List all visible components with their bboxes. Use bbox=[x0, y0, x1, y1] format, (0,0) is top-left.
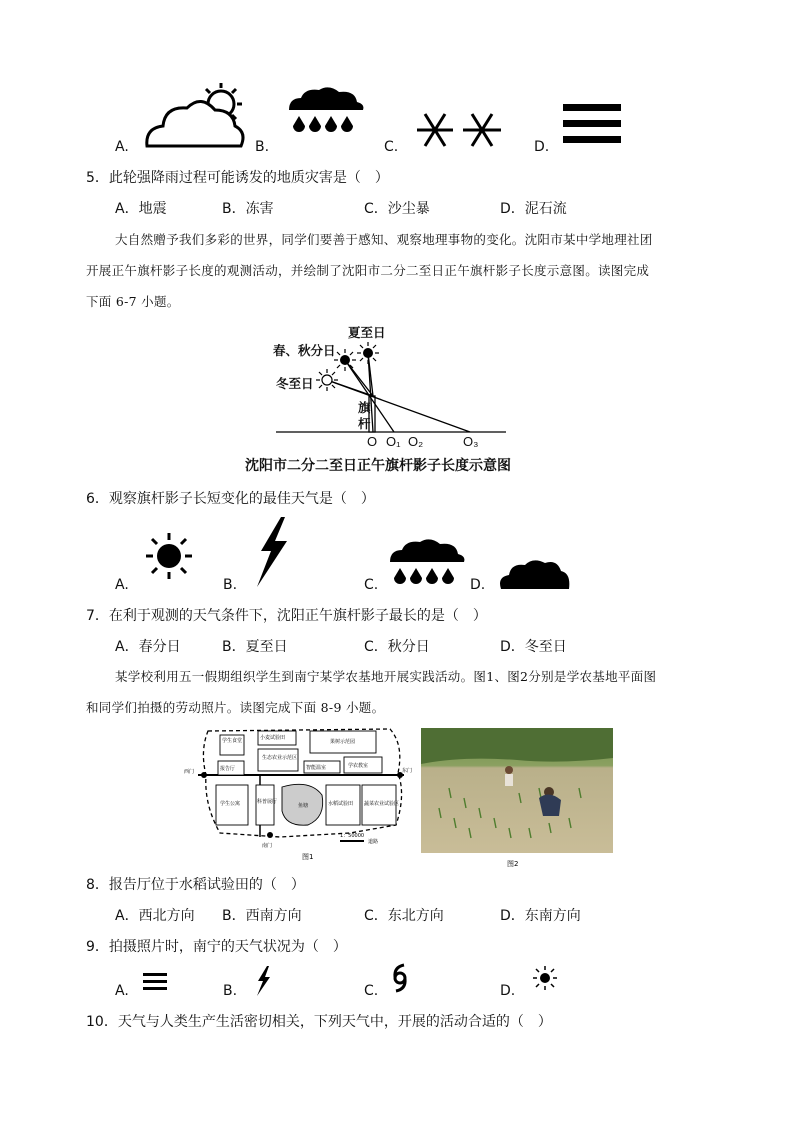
q9-option-b: B. bbox=[223, 983, 238, 999]
heavy-rain-icon bbox=[386, 538, 466, 590]
summer-solstice-label: 夏至日 bbox=[348, 326, 386, 340]
map-label-hall: 报告厅 bbox=[220, 766, 236, 772]
summer-sun-icon bbox=[357, 342, 379, 364]
map-label-west-gate: 西门 bbox=[184, 769, 195, 775]
q8-stem: 8．报告厅位于水稻试验田的（ ） bbox=[86, 877, 305, 893]
q6-option-b: B. bbox=[223, 577, 238, 593]
map-label-greenhouse: 智能温室 bbox=[306, 765, 327, 771]
q5-stem: 5．此轮强降雨过程可能诱发的地质灾害是（ ） bbox=[86, 170, 389, 186]
flagpole-label-2: 杆 bbox=[358, 417, 371, 431]
q6-option-c: C. bbox=[364, 577, 379, 593]
q7-option-c: C．秋分日 bbox=[364, 639, 430, 655]
row1-option-c: C. bbox=[384, 139, 399, 155]
map-label-rice: 水稻试验田 bbox=[328, 801, 354, 807]
row1-option-b: B. bbox=[255, 139, 270, 155]
point-o1: O₁ bbox=[386, 434, 401, 449]
q10-stem: 10．天气与人类生产生活密切相关，下列天气中，开展的活动合适的（ ） bbox=[86, 1014, 552, 1030]
q9-stem: 9．拍摄照片时，南宁的天气状况为（ ） bbox=[86, 939, 347, 955]
q9-option-c: C. bbox=[364, 983, 379, 999]
q5-option-a: A．地震 bbox=[115, 201, 167, 217]
map-label-orchard: 果树示范园 bbox=[330, 739, 356, 745]
q7-option-a: A．春分日 bbox=[115, 639, 181, 655]
q7-option-b: B．夏至日 bbox=[222, 639, 288, 655]
winter-solstice-label: 冬至日 bbox=[276, 377, 314, 391]
equinox-sun-icon bbox=[334, 349, 356, 371]
fog-icon bbox=[563, 102, 621, 146]
sunny-icon bbox=[532, 965, 558, 991]
q7-option-d: D．冬至日 bbox=[500, 639, 567, 655]
point-o3: O₃ bbox=[463, 434, 479, 449]
row1-option-d: D. bbox=[534, 139, 550, 155]
q6-option-a: A. bbox=[115, 577, 129, 593]
q8-option-c: C．东北方向 bbox=[364, 908, 444, 924]
q7-stem: 7．在利于观测的天气条件下，沈阳正午旗杆影子最长的是（ ） bbox=[86, 608, 487, 624]
q8-option-d: D．东南方向 bbox=[500, 908, 581, 924]
map-label-veg: 蔬菜农业试验区 bbox=[364, 801, 400, 807]
passage1-line3: 下面 6-7 小题。 bbox=[86, 294, 180, 309]
row1-option-a: A. bbox=[115, 139, 129, 155]
q9-option-a: A. bbox=[115, 983, 129, 999]
thunder-icon bbox=[251, 517, 291, 587]
map-label-south-gate: 南门 bbox=[262, 843, 273, 849]
figure1-caption: 沈阳市二分二至日正午旗杆影子长度示意图 bbox=[245, 458, 511, 474]
flagpole-label-1: 旗 bbox=[358, 401, 371, 415]
point-o2: O₂ bbox=[408, 434, 424, 449]
map-label-science: 科普展厅 bbox=[257, 799, 278, 805]
equinox-label: 春、秋分日 bbox=[273, 344, 336, 358]
snow-icon bbox=[413, 110, 505, 150]
point-o: O bbox=[367, 434, 378, 449]
q5-option-d: D．泥石流 bbox=[500, 201, 567, 217]
farm-base-map bbox=[184, 725, 413, 861]
heavy-rain-icon bbox=[285, 86, 365, 138]
map-label-dorm: 学生公寓 bbox=[220, 801, 241, 807]
winter-sun-icon bbox=[316, 369, 338, 391]
q8-option-a: A．西北方向 bbox=[115, 908, 195, 924]
q8-option-b: B．西南方向 bbox=[222, 908, 302, 924]
passage1-line1: 大自然赠予我们多彩的世界，同学们要善于感知、观察地理事物的变化。沈阳市某中学地理社团 bbox=[115, 232, 653, 247]
q5-option-b: B．冻害 bbox=[222, 201, 274, 217]
q6-option-d: D. bbox=[470, 577, 486, 593]
thunder-icon bbox=[254, 966, 272, 996]
cloud-sun-icon bbox=[143, 80, 253, 150]
fog-icon bbox=[143, 972, 167, 992]
map-label-scale: 1：50000 bbox=[340, 833, 365, 839]
cloudy-icon bbox=[497, 559, 571, 591]
photo-caption: 图2 bbox=[507, 860, 519, 868]
map-label-eco: 生态农业示范区 bbox=[262, 755, 298, 761]
q5-option-c: C．沙尘暴 bbox=[364, 201, 430, 217]
passage2-line2: 和同学们拍摄的劳动照片。读图完成下面 8-9 小题。 bbox=[86, 700, 385, 715]
map-label-pond: 鱼塘 bbox=[298, 803, 309, 809]
q6-stem: 6．观察旗杆影子长短变化的最佳天气是（ ） bbox=[86, 491, 375, 507]
passage1-line2: 开展正午旗杆影子长度的观测活动，并绘制了沈阳市二分二至日正午旗杆影子长度示意图。读图完成 bbox=[86, 263, 650, 278]
map-label-east-gate: 东门 bbox=[402, 768, 413, 774]
q9-option-d: D. bbox=[500, 983, 516, 999]
map-label-wheat: 小麦试验田 bbox=[260, 735, 286, 741]
map-caption: 图1 bbox=[302, 853, 314, 861]
map-label-road: 道路 bbox=[368, 839, 379, 845]
passage2-line1: 某学校利用五一假期组织学生到南宁某学农基地开展实践活动。图1、图2分别是学农基地平面图 bbox=[115, 669, 657, 684]
field-work-photo bbox=[421, 728, 613, 868]
map-label-canteen: 学生食堂 bbox=[222, 738, 243, 744]
map-label-classroom: 学农教室 bbox=[348, 763, 369, 769]
sunny-icon bbox=[143, 531, 195, 581]
typhoon-icon bbox=[390, 963, 410, 993]
